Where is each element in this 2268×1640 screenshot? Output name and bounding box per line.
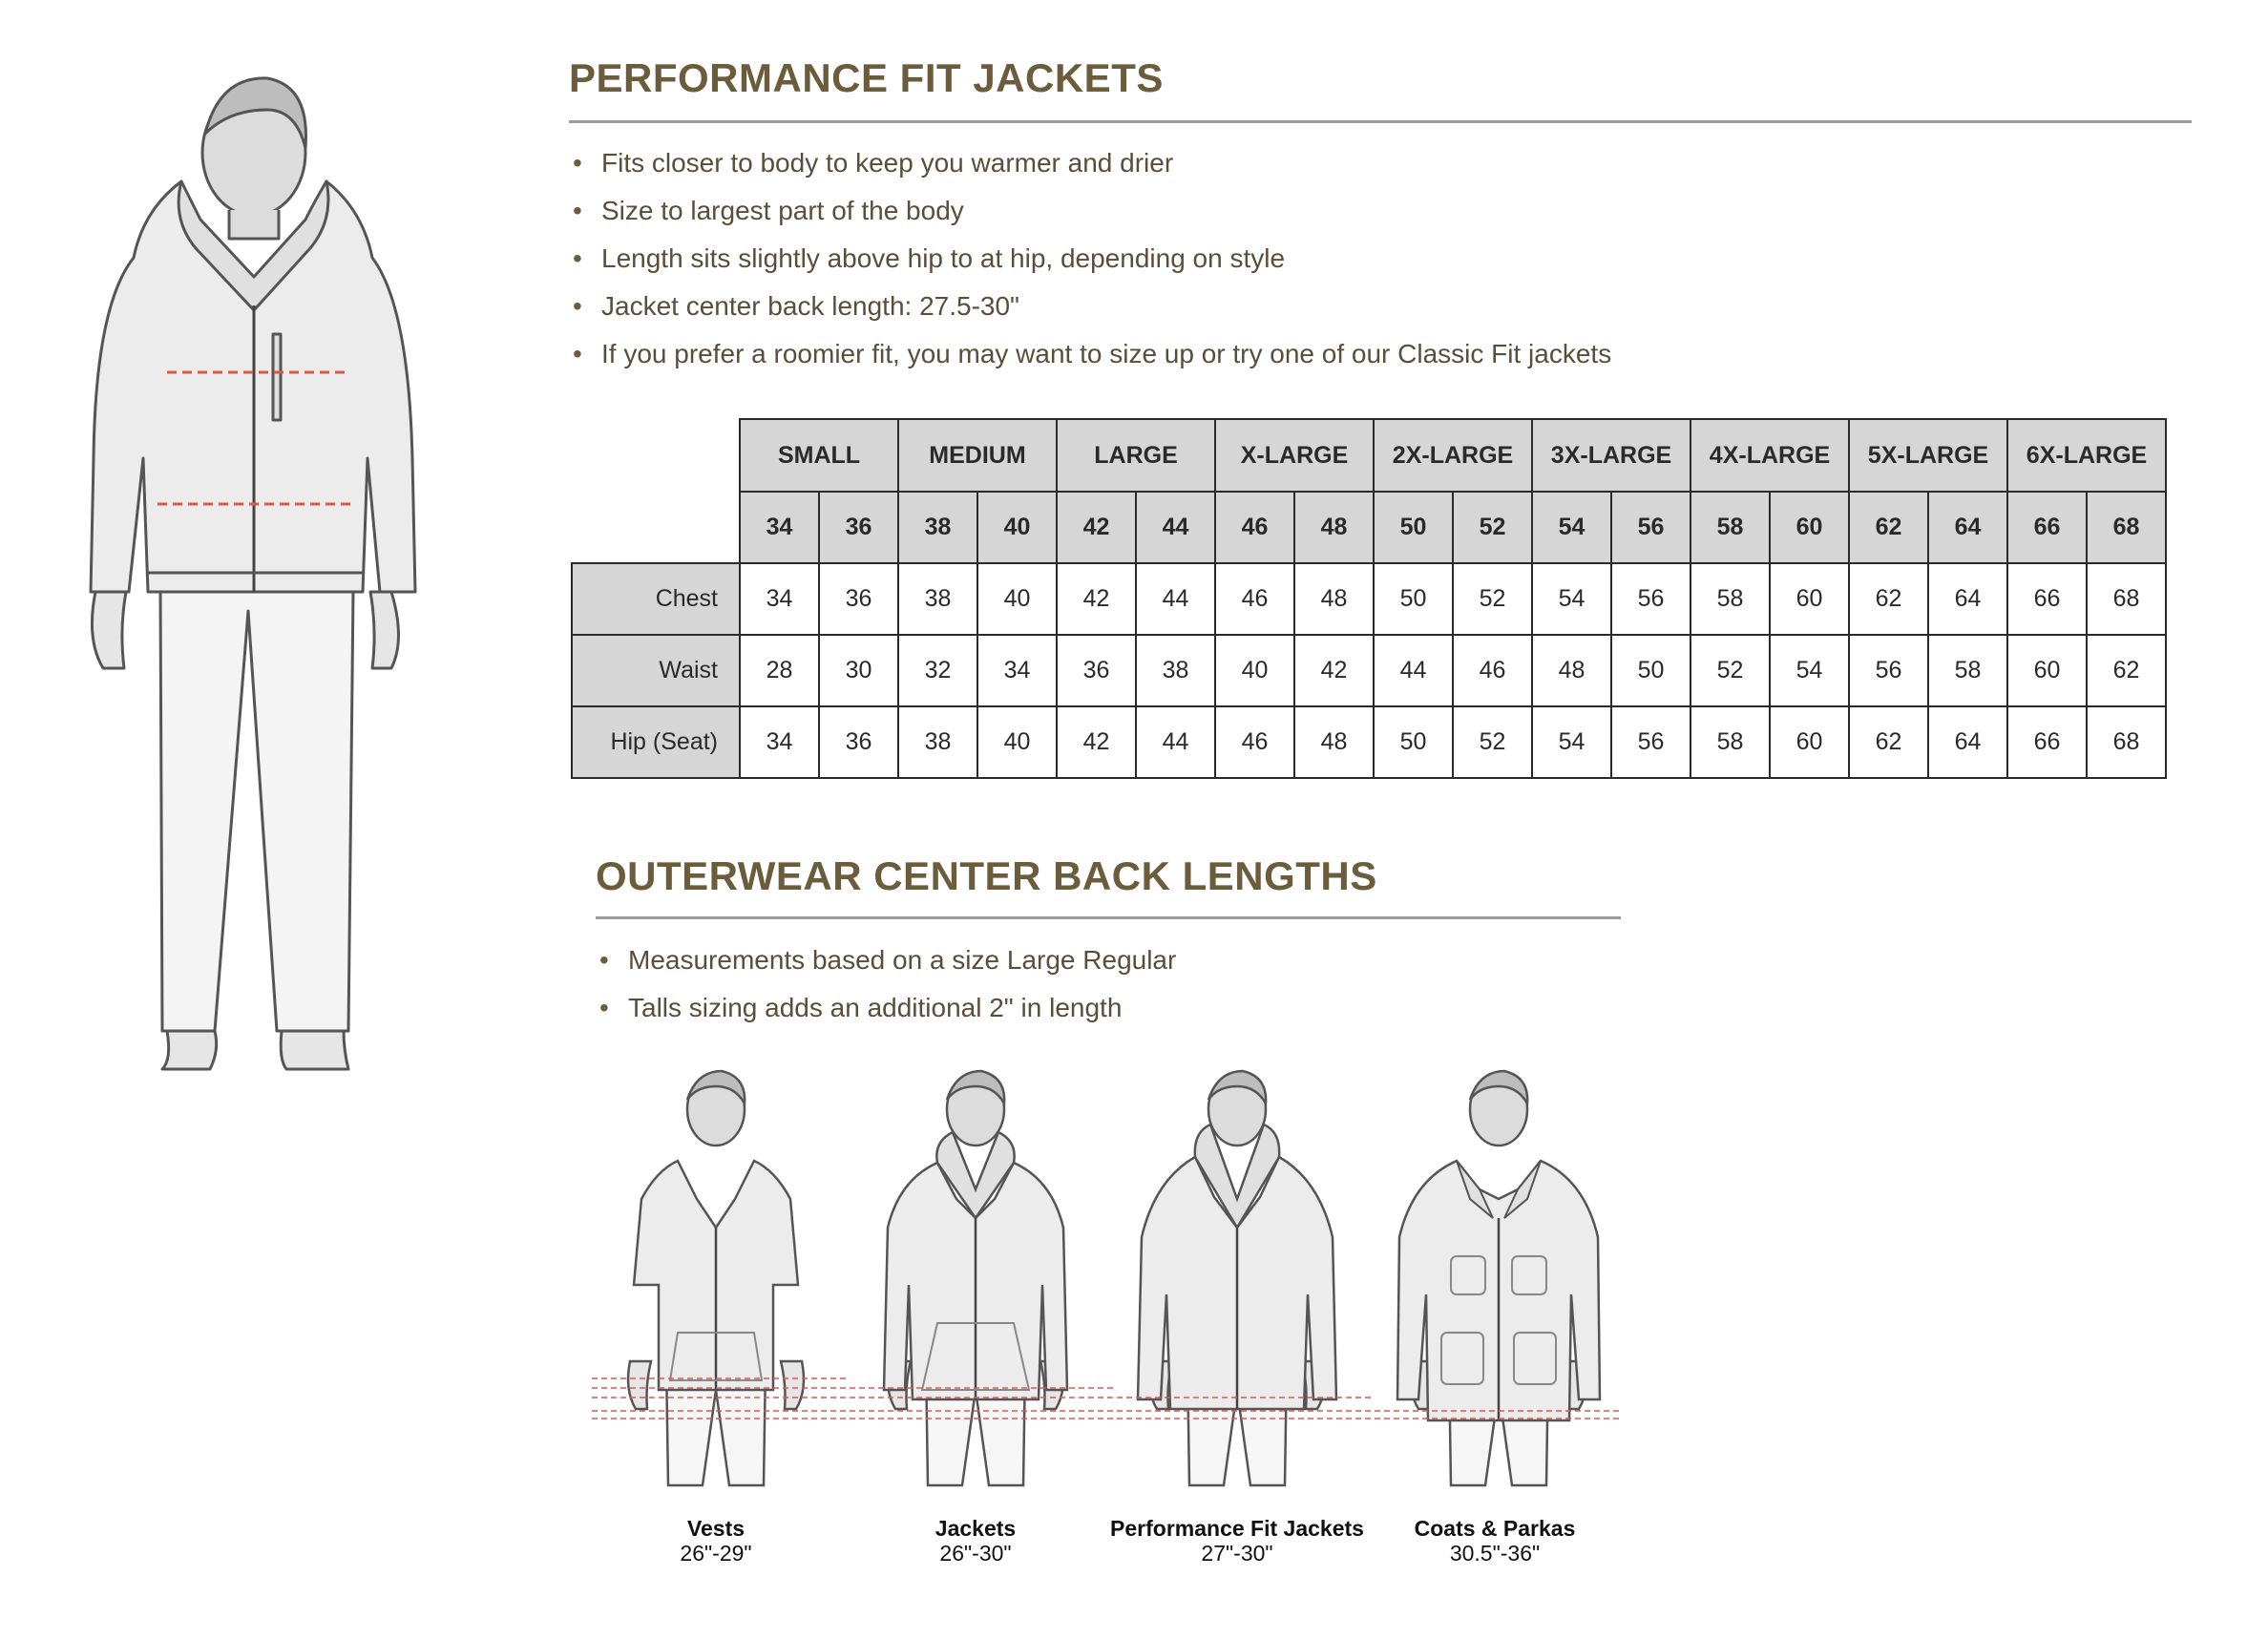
table-cell: 66 <box>2007 706 2087 778</box>
table-cell: 54 <box>1532 706 1611 778</box>
table-cell: 48 <box>1294 706 1374 778</box>
size-number-header: 42 <box>1057 492 1136 563</box>
size-number-header: 66 <box>2007 492 2087 563</box>
figure-name: Vests <box>686 1516 746 1541</box>
table-cell: 46 <box>1215 706 1294 778</box>
table-cell: 40 <box>977 563 1057 635</box>
table-cell: 42 <box>1294 635 1374 706</box>
table-cell: 56 <box>1611 563 1690 635</box>
size-group-row <box>572 419 2166 492</box>
table-row <box>572 706 2166 778</box>
title-divider <box>596 916 1621 919</box>
table-cell: 34 <box>740 706 819 778</box>
table-cell: 66 <box>2007 563 2087 635</box>
size-number-header: 64 <box>1928 492 2007 563</box>
figure-range: 26"-30" <box>939 1541 1012 1566</box>
size-group-header: 6X-LARGE <box>2007 419 2166 492</box>
bullet-item: • Length sits slightly above hip to at hip, depending on style <box>569 235 1611 283</box>
table-cell: 58 <box>1690 563 1770 635</box>
table-cell: 52 <box>1690 635 1770 706</box>
table-cell: 56 <box>1611 706 1690 778</box>
table-cell: 50 <box>1374 706 1453 778</box>
table-cell: 54 <box>1532 563 1611 635</box>
title-divider <box>569 120 2192 123</box>
size-group-header: 4X-LARGE <box>1690 419 1849 492</box>
performance-fit-bullets <box>569 139 1611 378</box>
table-cell: 42 <box>1057 706 1136 778</box>
table-cell: 60 <box>2007 635 2087 706</box>
size-group-header: X-LARGE <box>1215 419 1374 492</box>
size-number-header: 68 <box>2087 492 2166 563</box>
table-corner <box>572 492 740 563</box>
table-cell: 64 <box>1928 563 2007 635</box>
size-number-header: 36 <box>819 492 898 563</box>
vests-caption <box>680 1516 751 1566</box>
size-number-header: 44 <box>1136 492 1215 563</box>
table-cell: 38 <box>1136 635 1215 706</box>
table-cell: 40 <box>977 706 1057 778</box>
table-cell: 52 <box>1453 563 1532 635</box>
table-cell: 32 <box>898 635 977 706</box>
vest-figure <box>628 1071 804 1485</box>
table-cell: 46 <box>1453 635 1532 706</box>
table-cell: 40 <box>1215 635 1294 706</box>
coat-parka-figure <box>1397 1071 1600 1485</box>
size-number-header: 38 <box>898 492 977 563</box>
table-row <box>572 563 2166 635</box>
bullet-item: • If you prefer a roomier fit, you may want to size up or try one of our Classic Fit jackets <box>569 330 1611 378</box>
table-cell: 62 <box>2087 635 2166 706</box>
figure-range: 30.5"-36" <box>1449 1541 1541 1566</box>
row-label: Chest <box>572 563 740 635</box>
size-number-row <box>572 492 2166 563</box>
size-number-header: 62 <box>1849 492 1928 563</box>
size-group-header: 2X-LARGE <box>1374 419 1532 492</box>
table-cell: 44 <box>1374 635 1453 706</box>
table-corner <box>572 419 740 492</box>
table-cell: 36 <box>1057 635 1136 706</box>
figure-name: Jackets <box>934 1516 1017 1541</box>
table-cell: 36 <box>819 706 898 778</box>
table-cell: 60 <box>1770 706 1849 778</box>
table-cell: 62 <box>1849 706 1928 778</box>
table-cell: 28 <box>740 635 819 706</box>
table-cell: 34 <box>740 563 819 635</box>
table-cell: 46 <box>1215 563 1294 635</box>
size-number-header: 58 <box>1690 492 1770 563</box>
jackets-caption <box>935 1516 1016 1566</box>
table-cell: 36 <box>819 563 898 635</box>
table-cell: 50 <box>1374 563 1453 635</box>
figure-name: Coats & Parkas <box>1414 1516 1576 1541</box>
bullet-item: • Size to largest part of the body <box>569 187 1611 235</box>
size-chart-table <box>571 418 2167 779</box>
table-cell: 48 <box>1532 635 1611 706</box>
outerwear-bullets <box>596 936 1176 1032</box>
outerwear-title: OUTERWEAR CENTER BACK LENGTHS <box>596 853 1377 898</box>
size-group-header: 5X-LARGE <box>1849 419 2007 492</box>
performance-fit-title: PERFORMANCE FIT JACKETS <box>569 55 1164 100</box>
size-number-header: 50 <box>1374 492 1453 563</box>
table-cell: 44 <box>1136 706 1215 778</box>
table-row <box>572 635 2166 706</box>
hoodie-jacket-figure <box>884 1071 1067 1485</box>
row-label: Waist <box>572 635 740 706</box>
table-cell: 48 <box>1294 563 1374 635</box>
figure-name: Performance Fit Jackets <box>1110 1516 1364 1541</box>
size-number-header: 46 <box>1215 492 1294 563</box>
bullet-item: • Talls sizing adds an additional 2" in length <box>596 984 1176 1032</box>
table-cell: 52 <box>1453 706 1532 778</box>
table-cell: 34 <box>977 635 1057 706</box>
size-number-header: 34 <box>740 492 819 563</box>
table-cell: 64 <box>1928 706 2007 778</box>
table-cell: 54 <box>1770 635 1849 706</box>
table-cell: 60 <box>1770 563 1849 635</box>
coats-parkas-caption <box>1415 1516 1576 1566</box>
table-cell: 62 <box>1849 563 1928 635</box>
performance-fit-caption <box>1110 1516 1364 1566</box>
table-cell: 58 <box>1928 635 2007 706</box>
table-cell: 30 <box>819 635 898 706</box>
size-group-header: SMALL <box>740 419 898 492</box>
bullet-item: • Fits closer to body to keep you warmer and drier <box>569 139 1611 187</box>
size-number-header: 40 <box>977 492 1057 563</box>
table-cell: 50 <box>1611 635 1690 706</box>
table-cell: 58 <box>1690 706 1770 778</box>
table-cell: 56 <box>1849 635 1928 706</box>
size-number-header: 52 <box>1453 492 1532 563</box>
table-cell: 42 <box>1057 563 1136 635</box>
size-number-header: 56 <box>1611 492 1690 563</box>
bullet-item: • Jacket center back length: 27.5-30" <box>569 283 1611 330</box>
table-cell: 68 <box>2087 706 2166 778</box>
performance-jacket-figure <box>1138 1071 1336 1485</box>
figure-range: 26"-29" <box>680 1541 752 1566</box>
jacket-figure-illustration <box>76 57 439 1079</box>
table-cell: 68 <box>2087 563 2166 635</box>
table-cell: 44 <box>1136 563 1215 635</box>
size-number-header: 48 <box>1294 492 1374 563</box>
table-cell: 38 <box>898 563 977 635</box>
bullet-item: • Measurements based on a size Large Regular <box>596 936 1176 984</box>
row-label: Hip (Seat) <box>572 706 740 778</box>
table-cell: 38 <box>898 706 977 778</box>
size-group-header: LARGE <box>1057 419 1215 492</box>
size-number-header: 60 <box>1770 492 1849 563</box>
figure-range: 27"-30" <box>1201 1541 1273 1566</box>
size-number-header: 54 <box>1532 492 1611 563</box>
size-group-header: MEDIUM <box>898 419 1057 492</box>
size-group-header: 3X-LARGE <box>1532 419 1690 492</box>
